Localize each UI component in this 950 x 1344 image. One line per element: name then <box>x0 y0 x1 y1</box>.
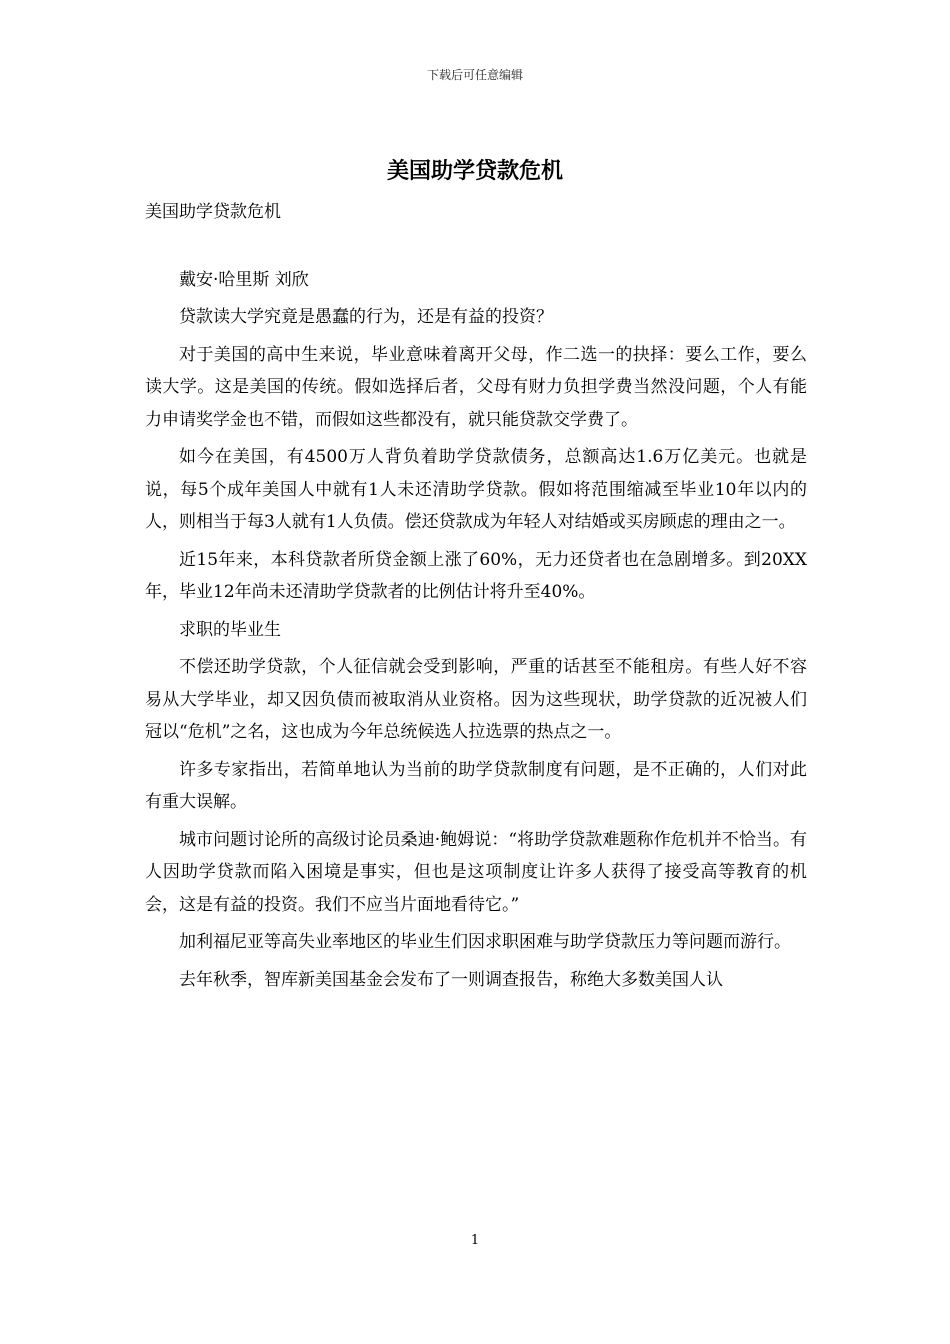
subtitle-paragraph: 美国助学贷款危机 <box>145 202 281 222</box>
body-paragraph: 如今在美国，有4500万人背负着助学贷款债务，总额高达1.6万亿美元。也就是说，每5个成年美国人中就有1人未还清助学贷款。假如将范围缩减至毕业10年以内的人，则相当于每3人就有1人负债。偿还贷款成为年轻人对结婚或买房顾虑的理由之一。 <box>145 447 807 532</box>
body-paragraph: 不偿还助学贷款，个人征信就会受到影响，严重的话甚至不能租房。有些人好不容易从大学毕业，却又因负债而被取消从业资格。因为这些现状，助学贷款的近况被人们冠以“危机”之名，这也成为今年总统候选人拉选票的热点之一。 <box>145 657 807 742</box>
author-line: 戴安·哈里斯 刘欣 <box>179 269 309 290</box>
document-body <box>145 196 807 1001</box>
body-paragraph: 城市问题讨论所的高级讨论员桑迪·鲍姆说：“将助学贷款难题称作危机并不恰当。有人因助学贷款而陷入困境是事实，但也是这项制度让许多人获得了接受高等教育的机会，这是有益的投资。我们不应当片面地看待它。” <box>145 829 807 915</box>
header-note: 下载后可任意编辑 <box>426 68 523 82</box>
body-paragraph: 近15年来，本科贷款者所贷金额上涨了60%，无力还贷者也在急剧增多。到20XX年，毕业12年尚未还清助学贷款者的比例估计将升至40%。 <box>145 549 807 602</box>
blank-line <box>145 229 807 264</box>
body-paragraph: 加利福尼亚等高失业率地区的毕业生们因求职困难与助学贷款压力等问题而游行。 <box>179 932 791 952</box>
document-title: 美国助学贷款危机 <box>386 158 563 184</box>
page-number: 1 <box>470 1233 480 1248</box>
body-paragraph: 许多专家指出，若简单地认为当前的助学贷款制度有问题，是不正确的，人们对此有重大误解。 <box>145 759 807 812</box>
lead-question: 贷款读大学究竟是愚蠢的行为，还是有益的投资？ <box>179 307 553 327</box>
body-paragraph: 去年秋季，智库新美国基金会发布了一则调查报告，称绝大多数美国人认 <box>179 969 723 990</box>
section-heading: 求职的毕业生 <box>179 619 281 640</box>
body-paragraph: 对于美国的高中生来说，毕业意味着离开父母，作二选一的抉择：要么工作，要么读大学。这是美国的传统。假如选择后者，父母有财力负担学费当然没问题，个人有能力申请奖学金也不错，而假如这些都没有，就只能贷款交学费了。 <box>145 344 807 430</box>
